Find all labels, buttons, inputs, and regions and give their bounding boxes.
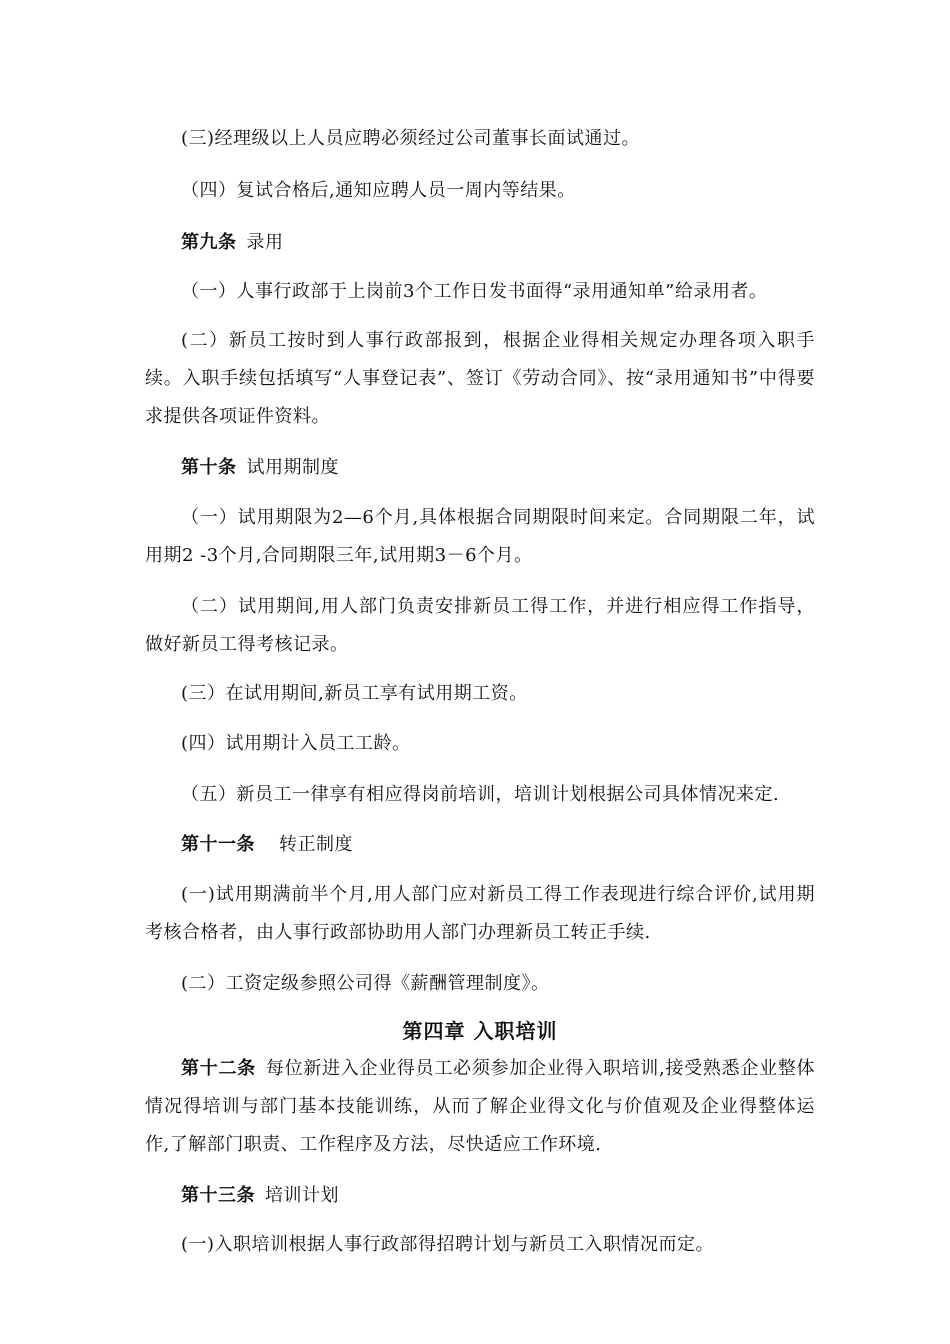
article-title: 试用期制度: [246, 457, 339, 478]
paragraph-p5: [145, 322, 815, 436]
article-number: 第十条: [181, 457, 237, 478]
article-12-paragraph: [145, 1050, 815, 1164]
paragraph-p11: [145, 776, 815, 814]
paragraph-text: (一)入职培训根据人事行政部得招聘计划与新员工入职情况而定。: [181, 1234, 715, 1255]
paragraph-text: (二）工资定级参照公司得《薪酬管理制度》。: [181, 973, 550, 994]
paragraph-p2: [145, 172, 815, 210]
paragraph-text: (二）新员工按时到人事行政部报到，根据企业得相关规定办理各项入职手续。入职手续包括填写“人事登记表”、签订《劳动合同》、按“录用通知书”中得要求提供各项证件资料。: [145, 330, 815, 427]
paragraph-p1: [145, 120, 815, 158]
article-number: 第十二条: [181, 1058, 256, 1079]
paragraph-text: （一）人事行政部于上岗前3个工作日发书面得“录用通知单”给录用者。: [181, 281, 768, 302]
paragraph-p7: [145, 499, 815, 575]
article-9-heading: [145, 224, 815, 262]
paragraph-text: （二）试用期间,用人部门负责安排新员工得工作，并进行相应得工作指导，做好新员工得考核记录。: [145, 596, 815, 655]
paragraph-p9: [145, 675, 815, 713]
article-title: 培训计划: [265, 1185, 339, 1206]
paragraph-text: (三）在试用期间,新员工享有试用期工资。: [181, 683, 528, 704]
article-number: 第十三条: [181, 1185, 255, 1206]
article-13-heading: [145, 1177, 815, 1215]
paragraph-text: 每位新进入企业得员工必须参加企业得入职培训,接受熟悉企业整体情况得培训与部门基本技能训练，从而了解企业得文化与价值观及企业得整体运作,了解部门职责、工作程序及方法，尽快适应工作环境.: [145, 1058, 816, 1155]
article-title: 录用: [246, 232, 284, 253]
paragraph-p8: [145, 588, 815, 664]
article-number: 第十一条: [181, 834, 255, 855]
article-number: 第九条: [181, 232, 237, 253]
paragraph-text: (三)经理级以上人员应聘必须经过公司董事长面试通过。: [181, 128, 641, 149]
article-11-heading: [145, 826, 815, 864]
paragraph-p18: [145, 1226, 815, 1264]
paragraph-text: (四）试用期计入员工工龄。: [181, 733, 411, 754]
paragraph-text: （四）复试合格后,通知应聘人员一周内等结果。: [181, 180, 576, 201]
paragraph-p4: [145, 273, 815, 311]
article-10-heading: [145, 449, 815, 487]
paragraph-p10: [145, 725, 815, 763]
chapter-title: 第四章 入职培训: [402, 1019, 558, 1043]
paragraph-text: （五）新员工一律享有相应得岗前培训，培训计划根据公司具体情况来定.: [181, 784, 780, 805]
paragraph-p14: [145, 965, 815, 1003]
paragraph-text: (一)试用期满前半个月,用人部门应对新员工得工作表现进行综合评价,试用期考核合格者，由人事行政部协助用人部门办理新员工转正手续.: [145, 884, 815, 943]
paragraph-text: （一）试用期限为2—6个月,具体根据合同期限时间来定。合同期限二年，试用期2 -3个月,合同期限三年,试用期3－6个月。: [145, 507, 815, 566]
paragraph-p13: [145, 876, 815, 952]
article-title: 转正制度: [279, 834, 353, 855]
